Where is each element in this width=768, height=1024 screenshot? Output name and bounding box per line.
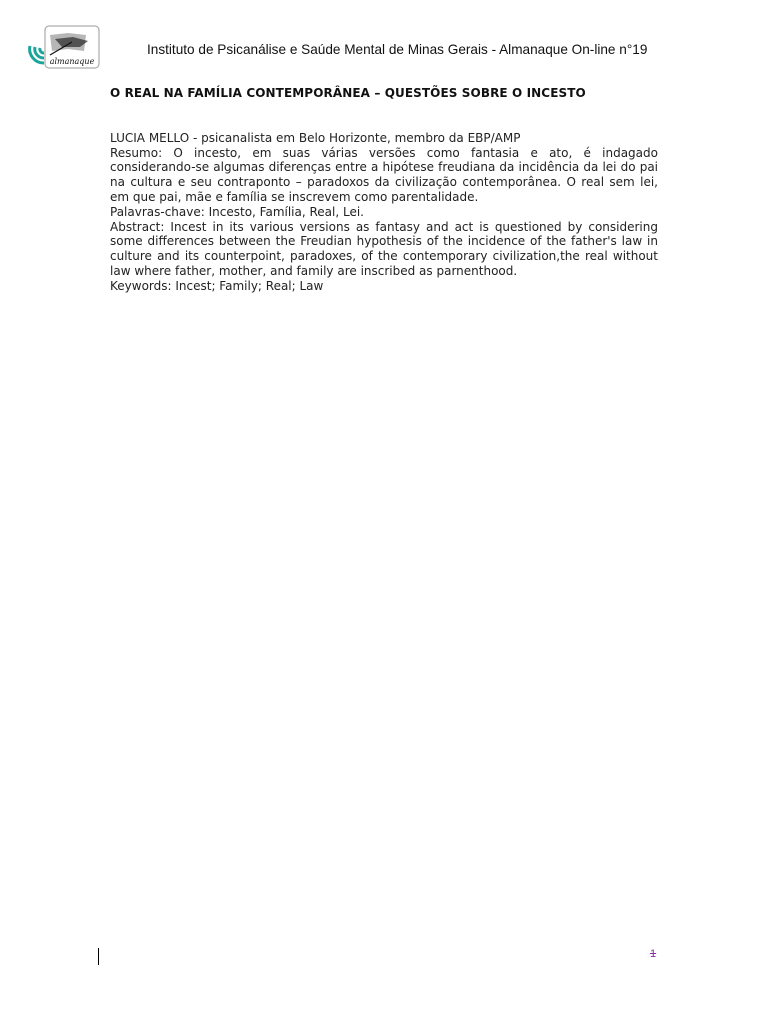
palavras-chave: Palavras-chave: Incesto, Família, Real, Lei.: [110, 204, 364, 219]
keywords: Keywords: Incest; Family; Real; Law: [110, 278, 324, 293]
abstract-paragraph: Abstract: Incest in its various versions as fantasy and act is questioned by considering some differences between the Freudian hypothesis of the incidence of the father's law in culture and its counterpoint, paradoxes, of the contemporary civilization,the real without law where father, mother, and family are inscribed as parnenthood.: [110, 219, 658, 278]
article-body: [110, 86, 658, 294]
almanaque-logo-icon: [28, 25, 100, 69]
almanaque-logo: [28, 25, 100, 69]
logo-caption: almanaque: [49, 57, 95, 66]
text-cursor: [98, 948, 99, 965]
resumo-paragraph: Resumo: O incesto, em suas várias versões como fantasia e ato, é indagado considerando-se algumas diferenças entre a hipótese freudiana da incidência da lei do pai na cultura e seu contraponto – paradoxos da civilização contemporânea. O real sem lei, em que pai, mãe e família se inscrevem como parentalidade.: [110, 145, 658, 204]
header-title: Instituto de Psicanálise e Saúde Mental de Minas Gerais - Almanaque On-line n°19: [147, 42, 648, 57]
article-title: O REAL NA FAMÍLIA CONTEMPORÂNEA – QUESTÕES SOBRE O INCESTO: [110, 86, 586, 100]
page-number: 1: [650, 948, 657, 960]
article-author: LUCIA MELLO - psicanalista em Belo Horizonte, membro da EBP/AMP: [110, 130, 521, 145]
